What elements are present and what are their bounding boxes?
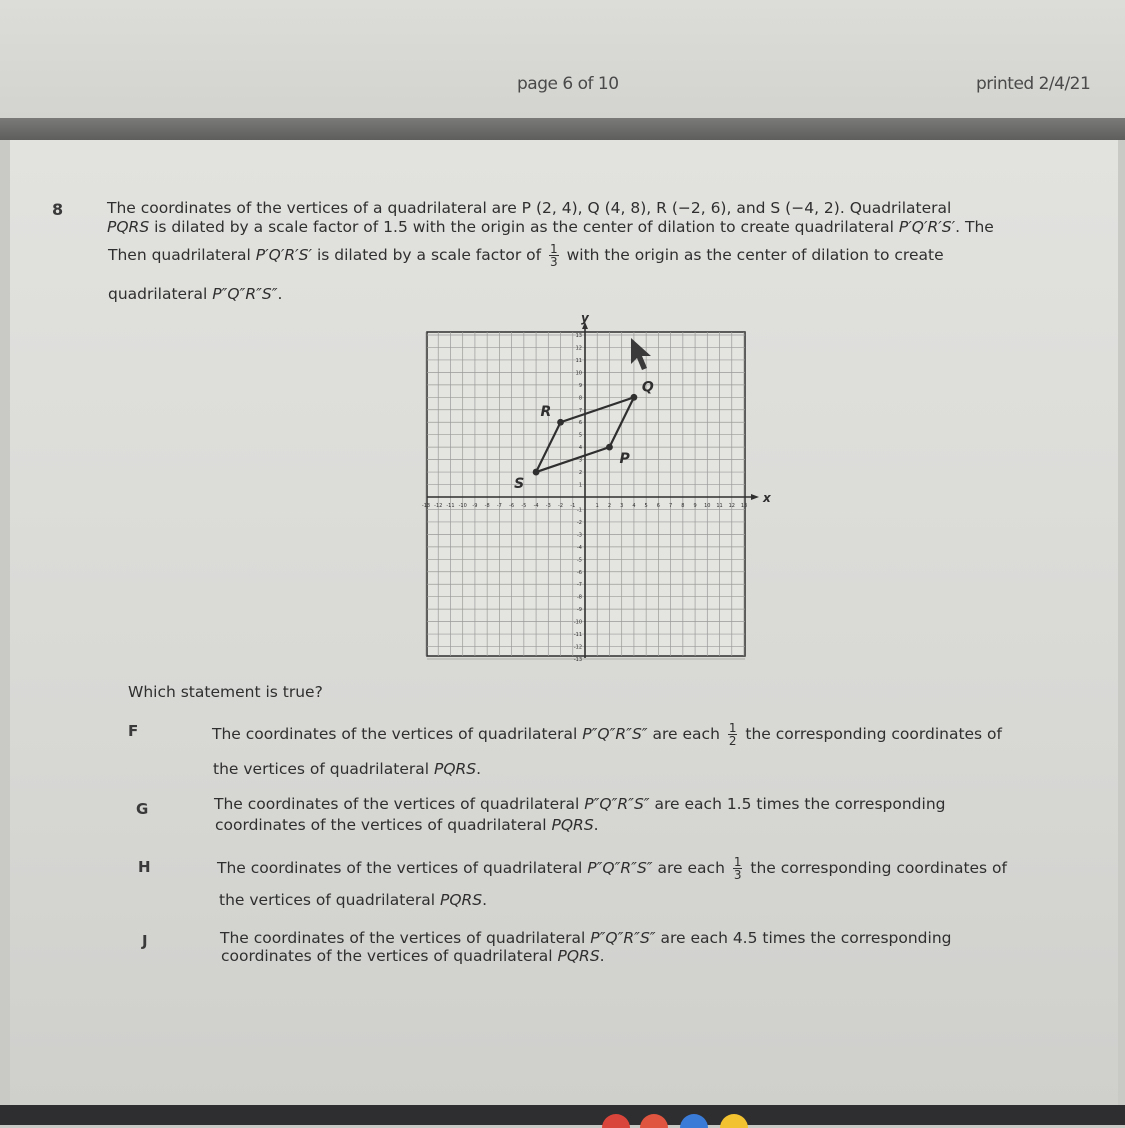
y-tick-label: -11 [573, 632, 582, 639]
x-tick-label: 12 [728, 503, 735, 509]
x-tick-label: -9 [472, 503, 478, 509]
x-tick-label: -6 [509, 503, 515, 509]
page-number: page 6 of 10 [517, 74, 619, 94]
x-tick-label: -2 [558, 503, 564, 509]
x-tick-label: 13 [740, 503, 748, 509]
x-tick-label: 9 [693, 503, 697, 509]
x-tick-label: 1 [595, 503, 599, 509]
question-line-2: PQRS is dilated by a scale factor of 1.5 with the origin as the center of dilation to create quadrilateral P′Q′R′S′. The [107, 218, 994, 236]
vertex-label-Q: Q [641, 379, 654, 396]
x-tick-label: 10 [704, 503, 711, 509]
vertex-point-R [557, 419, 564, 426]
y-tick-label: -1 [577, 507, 582, 514]
y-tick-label: -6 [577, 569, 582, 576]
y-tick-label: 6 [578, 420, 582, 427]
y-tick-label: -10 [573, 619, 582, 626]
y-tick-label: 9 [578, 382, 582, 389]
x-tick-label: -1 [570, 503, 576, 509]
y-axis-label: y [581, 311, 589, 325]
y-tick-label: 12 [575, 345, 582, 352]
option-j-line-2[interactable]: coordinates of the vertices of quadrilateral PQRS. [221, 947, 605, 965]
option-h-letter: H [138, 858, 151, 876]
y-tick-label: 2 [578, 470, 582, 477]
x-tick-label: -10 [458, 503, 467, 509]
y-tick-label: 11 [575, 357, 582, 364]
x-tick-label: -8 [484, 503, 490, 509]
question-line-1: The coordinates of the vertices of a quadrilateral are P (2, 4), Q (4, 8), R (−2, 6), and S (−4, 2). Quadrilateral [107, 199, 952, 217]
option-f-line-1[interactable]: The coordinates of the vertices of quadrilateral P″Q″R″S″ are each $\frac{1}{2}$ the corresponding coordinates of [212, 721, 1003, 748]
vertex-point-Q [631, 394, 638, 401]
prompt: Which statement is true? [128, 683, 323, 701]
question-line-4: quadrilateral P″Q″R″S″. [108, 285, 283, 303]
y-tick-label: -3 [577, 532, 582, 539]
y-tick-label: -7 [577, 582, 582, 589]
y-tick-label: 4 [578, 445, 582, 452]
x-tick-label: 5 [644, 503, 648, 509]
x-tick-label: 3 [620, 503, 624, 509]
option-h-line-1[interactable]: The coordinates of the vertices of quadrilateral P″Q″R″S″ are each $\frac{1}{3}$ the corresponding coordinates of [217, 855, 1008, 882]
y-tick-label: -2 [577, 519, 582, 526]
vertex-label-P: P [619, 451, 630, 468]
x-tick-label: 8 [681, 503, 685, 509]
y-tick-label: -8 [577, 594, 582, 601]
x-tick-label: -13 [421, 503, 431, 509]
fraction-one-third-h: $\frac{1}{3}$ [733, 855, 742, 882]
y-tick-label: 5 [578, 432, 582, 439]
x-tick-label: -12 [434, 503, 443, 509]
option-g-line-2[interactable]: coordinates of the vertices of quadrilateral PQRS. [215, 816, 599, 834]
fraction-one-third: $\frac{1}{3}$ [550, 242, 558, 269]
y-tick-label: 13 [575, 333, 582, 339]
x-tick-label: -5 [521, 503, 527, 509]
option-j-line-1[interactable]: The coordinates of the vertices of quadrilateral P″Q″R″S″ are each 4.5 times the corresponding [220, 929, 952, 947]
question-number: 8 [52, 200, 64, 219]
option-g-letter: G [136, 800, 149, 818]
x-tick-label: 6 [656, 503, 660, 509]
coordinate-graph [421, 311, 771, 664]
option-g-line-1[interactable]: The coordinates of the vertices of quadrilateral P″Q″R″S″ are each 1.5 times the corresponding [214, 795, 946, 813]
page-gap-shadow [0, 118, 1125, 140]
y-tick-label: -4 [577, 544, 582, 551]
option-h-line-2[interactable]: the vertices of quadrilateral PQRS. [219, 891, 488, 909]
x-tick-label: 4 [632, 503, 636, 509]
y-tick-label: 10 [575, 370, 582, 377]
x-axis-label: x [763, 491, 771, 505]
question-line-3: Then quadrilateral P′Q′R′S′ is dilated by a scale factor of $\frac{1}{3}$ with the origin as the center of dilation to create [108, 242, 944, 269]
x-tick-label: -7 [496, 503, 502, 509]
option-j-letter: J [142, 932, 148, 950]
vertex-point-P [606, 444, 613, 451]
top-page-strip [0, 0, 1125, 118]
x-tick-label: -3 [545, 503, 551, 509]
vertex-label-S: S [514, 476, 525, 493]
x-tick-label: 7 [669, 503, 673, 509]
fraction-one-half: $\frac{1}{2}$ [728, 721, 737, 748]
x-tick-label: -4 [533, 503, 539, 509]
printed-date: printed 2/4/21 [976, 74, 1091, 94]
y-tick-label: -5 [577, 557, 582, 564]
monitor-bezel [0, 1105, 1125, 1125]
option-f-letter: F [128, 722, 139, 740]
x-tick-label: 11 [716, 503, 723, 509]
option-f-line-2[interactable]: the vertices of quadrilateral PQRS. [213, 760, 482, 778]
y-tick-label: -12 [573, 644, 582, 651]
y-tick-label: 1 [578, 482, 582, 489]
vertex-label-R: R [540, 404, 552, 421]
y-tick-label: 7 [578, 407, 582, 414]
x-tick-label: 2 [607, 503, 612, 509]
vertex-point-S [533, 469, 540, 476]
y-tick-label: 8 [578, 395, 582, 402]
y-tick-label: -9 [577, 607, 582, 614]
x-tick-label: -11 [446, 503, 455, 509]
y-tick-label: -13 [573, 657, 582, 663]
y-tick-label: 3 [578, 457, 582, 464]
